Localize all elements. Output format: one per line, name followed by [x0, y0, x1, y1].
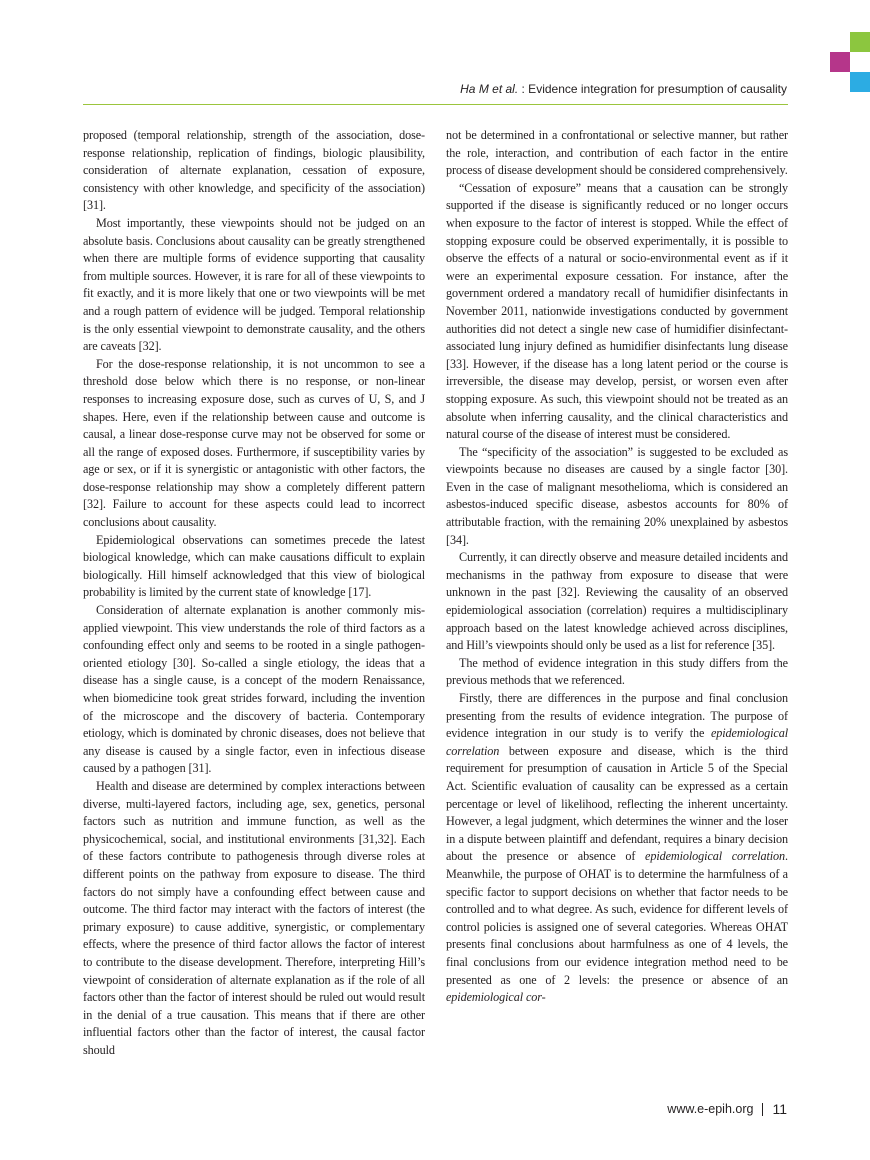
paragraph: proposed (temporal relationship, strength of the association, dose-response relationship, replication of findings, biologic plausibility, consideration of alternate explanation, cessation of exposure, consistency with other knowledge, and specificity of the association) [31].: [83, 128, 425, 213]
corner-square-green: [850, 32, 870, 52]
text-run: Firstly, there are differences in the purpose and final conclusion presenting from the results of evidence integration. The purpose of evidence integration in our study is to verify the: [446, 691, 788, 741]
emphasis-term: epidemiological cor-: [446, 990, 546, 1005]
paragraph: Most importantly, these viewpoints should not be judged on an absolute basis. Conclusions about causality can be greatly strengthened when there are multiple forms of evidence supporting that causality from multiple sources. However, it is rare for all of these viewpoints to fit exactly, and it is more likely that one or two viewpoints will be met and a rough pattern of evidence will be judged. Temporal relationship is the only essential viewpoint to demonstrate causality, and the others are caveats [32].: [83, 215, 425, 354]
text-run: between exposure and disease, which is the third requirement for presumption of causation in Article 5 of the Special Act. Scientific evaluation of causality can be expressed as a certain percentage or level of likelihood, reflecting the inherent uncertainty. However, a legal judgment, which determines the winner and the loser in a dispute between plaintiff and defendant, requires a binary decision about the presence or absence of: [446, 743, 788, 864]
running-head-title: : Evidence integration for presumption of causality: [521, 82, 787, 96]
corner-square-pink: [830, 52, 850, 72]
paragraph: For the dose-response relationship, it is not uncommon to see a threshold dose below which there is no response, or non-linear responses to increasing exposure dose, such as curves of U, S, and J shapes. Here, even if the relationship between cause and outcome is causal, a linear dose-response curve may not be observed for some or all the range of exposed doses. Furthermore, if susceptibility varies by age or sex, or if it is synergistic or antagonistic with other factors, the dose-response relationship may show a completely different pattern [32]. Failure to account for these aspects could lead to incorrect conclusions about causality.: [83, 356, 425, 530]
paragraph: “Cessation of exposure” means that a causation can be strongly supported if the disease is significantly reduced or no longer occurs when exposure to the factor of interest is stopped. While the effect of stopping exposure could be observed experimentally, it is possible to observe the effects of a natural or socio-environmental event as if it were an experimental exposure cessation. For instance, after the government ordered a mandatory recall of humidifier disinfectants in November 2011, nationwide investigations conducted by government authorities did not detect a single new case of humidifier disinfectant-associated lung injury defined as humidifier disinfectants lung disease [33]. However, if the disease has a long latent period or the course is irreversible, the disease may develop, persist, or worsen even after stopping exposure. As such, this viewpoint should not be treated as an absolute when inferring causality, and the clinical characteristics and natural course of the disease of interest must be considered.: [446, 180, 788, 442]
left-column: [83, 127, 425, 1059]
journal-website: www.e-epih.org: [667, 1102, 754, 1116]
footer-divider: [762, 1103, 763, 1116]
paragraph: Consideration of alternate explanation is another commonly mis-applied viewpoint. This view understands the role of third factors as a confounding effect only and seems to be rooted in a single pathogen-oriented etiology [30]. So-called a single etiology, the ideas that a disease has a single cause, is a concept of the modern Renaissance, when biomedicine took great strides forward, including the invention of the microscope and the discovery of bacteria. Contemporary etiology, which is dominated by chronic diseases, does not believe that any disease is caused by a single factor, even in infectious disease caused by a pathogen [31].: [83, 603, 425, 776]
emphasis-term: epidemiological correlation: [645, 849, 786, 864]
page-number: 11: [772, 1101, 787, 1117]
right-column: [446, 127, 788, 1007]
paragraph: Epidemiological observations can sometimes precede the latest biological knowledge, which can make causations difficult to explain biologically. Hill himself acknowledged that this view of biological probability is limited by the current state of knowledge [17].: [83, 532, 425, 600]
header-rule: [83, 104, 788, 105]
paragraph: The “specificity of the association” is suggested to be excluded as viewpoints because no diseases are caused by a single factor [30]. Even in the case of malignant mesothelioma, which is considered an asbestos-induced specific disease, asbestos accounts for 80% of attributable fraction, with the remaining 20% unexplained by asbestos [34].: [446, 444, 788, 547]
corner-square-blue: [850, 72, 870, 92]
paragraph: Health and disease are determined by complex interactions between diverse, multi-layered factors, including age, sex, genetics, personal factors such as nutrition and immune function, as well as the physicochemical, social, and institutional environments [31,32]. Each of these factors contribute to pathogenesis through diverse roles at different points on the pathway from exposure to disease. The third factors do not simply have a confounding effect between cause and outcome. The third factor may interact with the factors of interest (the primary exposure) to cause additive, synergistic, or complementary effects, where the presence of third factor allows the factor of interest to contribute to the disease development. Therefore, interpreting Hill’s viewpoint of consideration of alternate explanation as if the role of all factors other than the factor of interest should be ruled out would result in the denial of a true causation. This means that if there are other influential factors other than the factor of interest, the causal factor should: [83, 778, 425, 1057]
paragraph: The method of evidence integration in this study differs from the previous methods that we referenced.: [446, 655, 788, 688]
paragraph: [446, 690, 788, 1007]
paragraph: Currently, it can directly observe and measure detailed incidents and mechanisms in the pathway from exposure to disease that were unknown in the past [32]. Reviewing the causality of an observed epidemiological association (correlation) requires a multidisciplinary approach based on the latest knowledge achieved across disciplines, and Hill’s viewpoints should only be used as a list for reference [35].: [446, 550, 788, 653]
page-footer: [667, 1101, 787, 1117]
running-head: [460, 82, 787, 96]
paragraph: not be determined in a confrontational or selective manner, but rather the role, interaction, and contribution of each factor in the entire process of disease development should be considered comprehensively.: [446, 128, 788, 178]
running-head-authors: Ha M et al.: [460, 82, 519, 96]
text-run: . Meanwhile, the purpose of OHAT is to determine the harmfulness of a specific factor to support decisions on whether that factor needs to be controlled and to what degree. As such, evidence for different levels of control policies is assigned one of several categories. Whereas OHAT presents final conclusions about harmfulness as one of 4 levels, the final conclusions from our evidence integration method need to be presented as one of 2 levels: the presence or absence of an: [446, 849, 788, 987]
emphasis-term: epidemiological correlation: [446, 726, 788, 758]
